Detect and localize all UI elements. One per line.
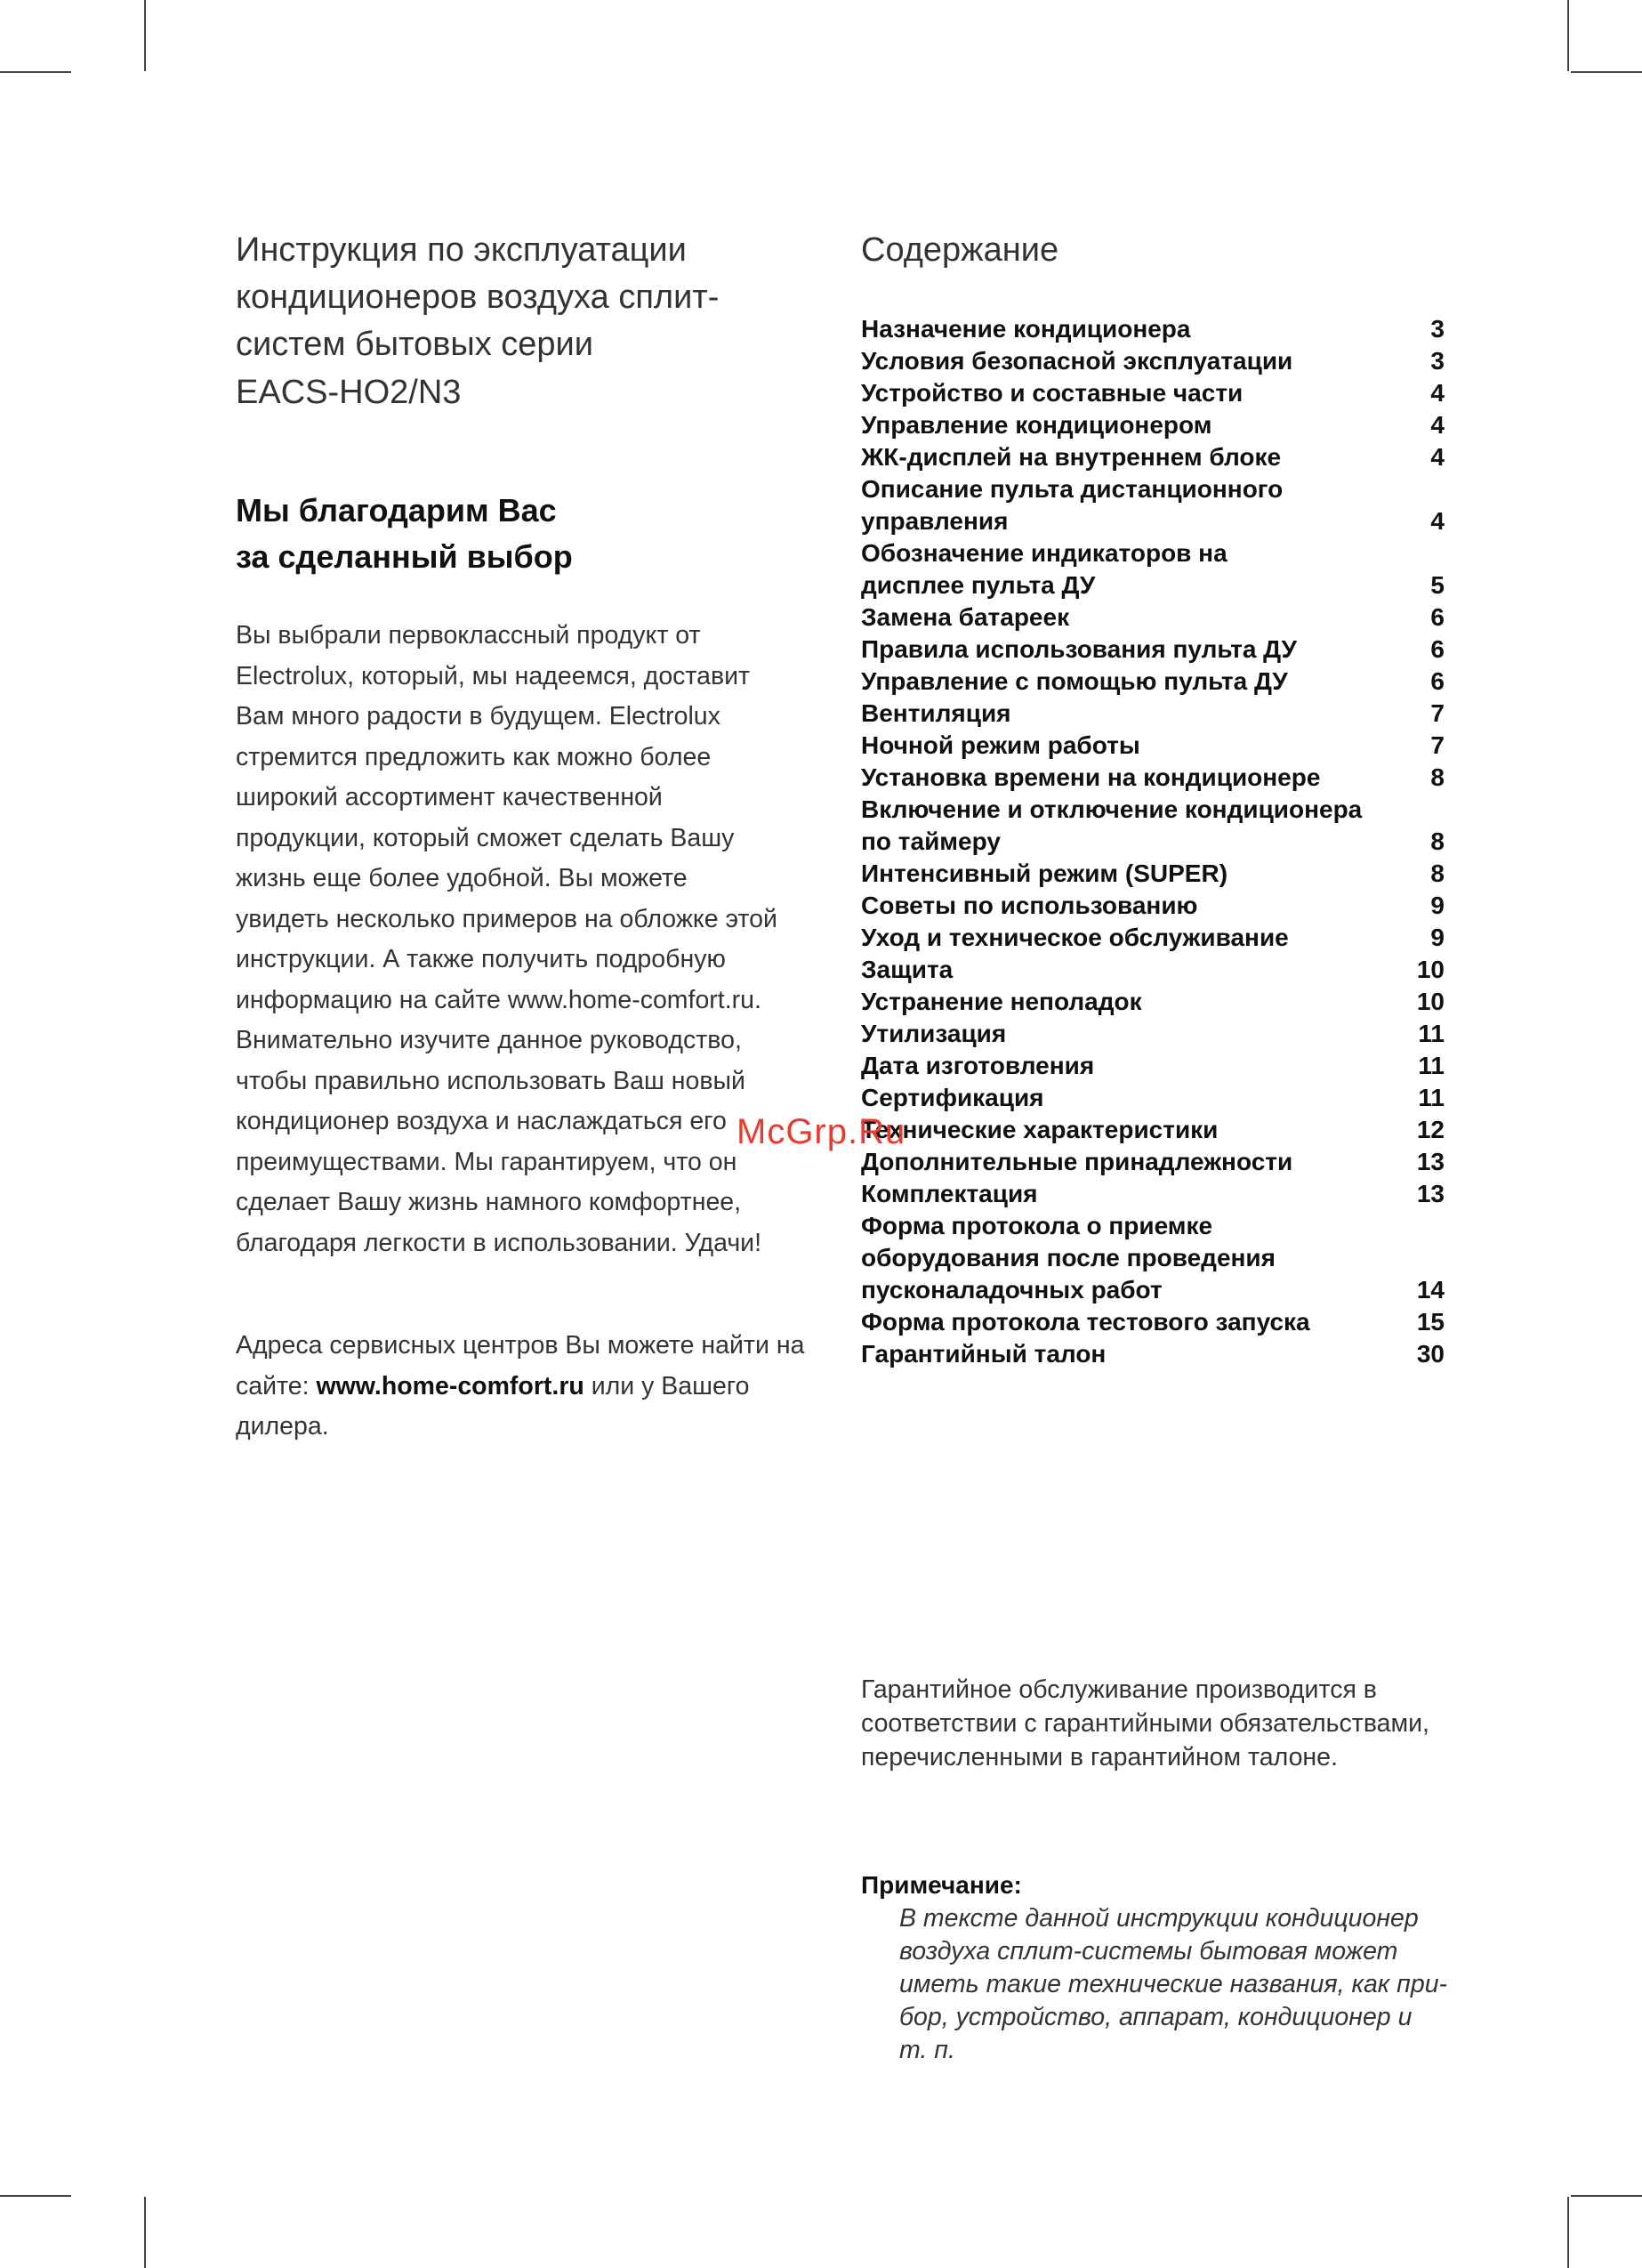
toc-item-page: 11 bbox=[1418, 1052, 1445, 1080]
toc-item[interactable] bbox=[861, 473, 1445, 537]
toc-item[interactable] bbox=[861, 409, 1445, 441]
warranty-paragraph: Гарантийное обслуживание производится в соответствии с гарантийными обязательствами, перечисленными в гарантийном талоне. bbox=[861, 1675, 1429, 1772]
toc-item-label: Форма протокола о приемке оборудования после проведения пусконаладочных работ bbox=[861, 1212, 1276, 1304]
toc-item[interactable] bbox=[861, 345, 1445, 377]
toc-item[interactable] bbox=[861, 1210, 1445, 1306]
toc-item[interactable] bbox=[861, 698, 1445, 730]
toc-item-page: 4 bbox=[1430, 379, 1445, 408]
toc-item-label: Защита bbox=[861, 956, 954, 984]
watermark: McGrp.Ru bbox=[736, 1112, 906, 1151]
note-text: В тексте данной инструкции кондиционер воздуха сплит-системы бытовая может иметь такие технические названия, как при- бор, устройство, аппарат, кондиционер и т. п. bbox=[899, 1904, 1448, 2064]
toc-item-label: Ночной режим работы bbox=[861, 731, 1140, 760]
toc-item-label: Уход и техническое обслуживание bbox=[861, 924, 1289, 952]
toc-item[interactable] bbox=[861, 601, 1445, 634]
toc-item[interactable] bbox=[861, 858, 1445, 890]
toc-item[interactable] bbox=[861, 890, 1445, 922]
toc-item-page: 8 bbox=[1430, 827, 1445, 856]
thanks-heading: Мы благодарим Вас за сделанный выбор bbox=[236, 491, 573, 575]
toc-item[interactable] bbox=[861, 1306, 1445, 1338]
toc-item-label: Замена батареек bbox=[861, 603, 1070, 632]
toc-item[interactable] bbox=[861, 666, 1445, 698]
toc-item-label: Утилизация bbox=[861, 1020, 1007, 1048]
crop-mark bbox=[1571, 71, 1642, 73]
toc-item[interactable] bbox=[861, 730, 1445, 762]
toc-item-label: Установка времени на кондиционере bbox=[861, 763, 1321, 792]
crop-mark bbox=[1567, 0, 1569, 71]
toc-item[interactable] bbox=[861, 762, 1445, 794]
toc-item-label: Включение и отключение кондиционера по таймеру bbox=[861, 795, 1363, 856]
toc-item-label: Вентиляция bbox=[861, 699, 1011, 728]
toc-item[interactable] bbox=[861, 986, 1445, 1018]
toc-item-page: 10 bbox=[1416, 956, 1445, 984]
toc-item-page: 6 bbox=[1430, 667, 1445, 696]
toc-item-label: Описание пульта дистанционного управления bbox=[861, 475, 1284, 536]
toc-item-page: 3 bbox=[1430, 315, 1445, 343]
toc-item-label: Назначение кондиционера bbox=[861, 315, 1191, 343]
toc-item-page: 9 bbox=[1430, 924, 1445, 952]
note-title: Примечание: bbox=[861, 1871, 1022, 1899]
toc-item[interactable] bbox=[861, 1178, 1445, 1210]
toc-item-page: 8 bbox=[1430, 763, 1445, 792]
toc-item[interactable] bbox=[861, 377, 1445, 409]
crop-mark bbox=[0, 71, 71, 73]
toc-item-page: 30 bbox=[1416, 1340, 1445, 1368]
toc-item[interactable] bbox=[861, 1082, 1445, 1114]
toc-item-page: 15 bbox=[1416, 1308, 1445, 1336]
toc-item-label: Технические характеристики bbox=[861, 1116, 1219, 1144]
service-text-post: или у Вашего дилера. bbox=[236, 1371, 750, 1441]
toc-item-page: 10 bbox=[1416, 988, 1445, 1016]
toc-item-label: Дата изготовления bbox=[861, 1052, 1095, 1080]
toc-item-page: 11 bbox=[1418, 1020, 1445, 1048]
toc-item-page: 4 bbox=[1430, 443, 1445, 472]
crop-mark bbox=[144, 0, 146, 71]
toc-item-page: 9 bbox=[1430, 892, 1445, 920]
toc-item[interactable] bbox=[861, 441, 1445, 473]
toc-item-label: Комплектация bbox=[861, 1180, 1038, 1208]
toc-item[interactable] bbox=[861, 922, 1445, 954]
toc-item-label: Гарантийный талон bbox=[861, 1340, 1107, 1368]
service-centers-paragraph bbox=[236, 1326, 823, 1448]
toc-item-page: 11 bbox=[1418, 1084, 1445, 1112]
toc-item[interactable] bbox=[861, 1146, 1445, 1178]
toc-item-label: Форма протокола тестового запуска bbox=[861, 1308, 1310, 1336]
toc-item-label: Дополнительные принадлежности bbox=[861, 1148, 1293, 1176]
toc-item[interactable] bbox=[861, 1338, 1445, 1370]
table-of-contents bbox=[861, 227, 1445, 1370]
toc-item-page: 14 bbox=[1416, 1276, 1445, 1304]
toc-item-page: 13 bbox=[1416, 1148, 1445, 1176]
toc-item-label: Сертификация bbox=[861, 1084, 1044, 1112]
intro-paragraph: Вы выбрали первоклассный продукт от Electrolux, который, мы надеемся, доставит Вам много радости в будущем. Electrolux стремится предложить как можно более широкий ассортимент качественной продукции, который сможет сделать Вашу жизнь еще более удобной. Вы можете увидеть несколько примеров на обложке этой инструкции. А также получить подробную информацию на сайте www.home-comfort.ru. Внимательно изучите данное руководство, чтобы правильно использовать Ваш новый кондиционер воздуха и наслаждаться его преимуществами. Мы гарантируем, что он сделает Вашу жизнь намного комфортнее, благодаря легкости в использовании. Удачи! bbox=[236, 621, 777, 1257]
crop-mark bbox=[1571, 2195, 1642, 2197]
toc-item[interactable] bbox=[861, 537, 1445, 601]
document-title: Инструкция по эксплуатации кондиционеров воздуха сплит- систем бытовых серии EACS-HO2/N3 bbox=[236, 231, 720, 411]
toc-item[interactable] bbox=[861, 1018, 1445, 1050]
toc-item-page: 7 bbox=[1430, 731, 1445, 760]
crop-mark bbox=[144, 2197, 146, 2268]
toc-item[interactable] bbox=[861, 1114, 1445, 1146]
toc-item[interactable] bbox=[861, 1050, 1445, 1082]
toc-item-page: 6 bbox=[1430, 635, 1445, 664]
toc-item-label: Интенсивный режим (SUPER) bbox=[861, 860, 1228, 888]
toc-item-label: Управление с помощью пульта ДУ bbox=[861, 667, 1288, 696]
toc-item[interactable] bbox=[861, 313, 1445, 345]
toc-item-label: Советы по использованию bbox=[861, 892, 1198, 920]
toc-item-label: Устранение неполадок bbox=[861, 988, 1142, 1016]
toc-item[interactable] bbox=[861, 634, 1445, 666]
toc-item-label: Условия безопасной эксплуатации bbox=[861, 347, 1293, 375]
toc-item-label: Правила использования пульта ДУ bbox=[861, 635, 1297, 664]
toc-item-page: 6 bbox=[1430, 603, 1445, 632]
toc-item-page: 5 bbox=[1430, 571, 1445, 600]
toc-item[interactable] bbox=[861, 794, 1445, 858]
toc-item-page: 13 bbox=[1416, 1180, 1445, 1208]
service-website-link[interactable]: www.home-comfort.ru bbox=[316, 1371, 584, 1400]
toc-item-page: 3 bbox=[1430, 347, 1445, 375]
left-column bbox=[236, 227, 823, 1473]
crop-mark bbox=[0, 2195, 71, 2197]
toc-item-page: 4 bbox=[1430, 411, 1445, 440]
toc-item-page: 12 bbox=[1416, 1116, 1445, 1144]
toc-item-page: 8 bbox=[1430, 860, 1445, 888]
toc-item[interactable] bbox=[861, 954, 1445, 986]
toc-item-label: ЖК-дисплей на внутреннем блоке bbox=[861, 443, 1282, 472]
toc-item-label: Обозначение индикаторов на дисплее пульта ДУ bbox=[861, 539, 1227, 600]
toc-item-page: 4 bbox=[1430, 507, 1445, 536]
service-text-pre: Адреса сервисных центров Вы можете найти на сайте: bbox=[236, 1331, 805, 1400]
toc-title: Содержание bbox=[861, 231, 1059, 269]
toc-item-label: Устройство и составные части bbox=[861, 379, 1244, 408]
toc-item-label: Управление кондиционером bbox=[861, 411, 1212, 440]
note-block bbox=[861, 1868, 1466, 2067]
toc-list bbox=[861, 313, 1445, 1370]
toc-item-page: 7 bbox=[1430, 699, 1445, 728]
crop-mark bbox=[1567, 2197, 1569, 2268]
